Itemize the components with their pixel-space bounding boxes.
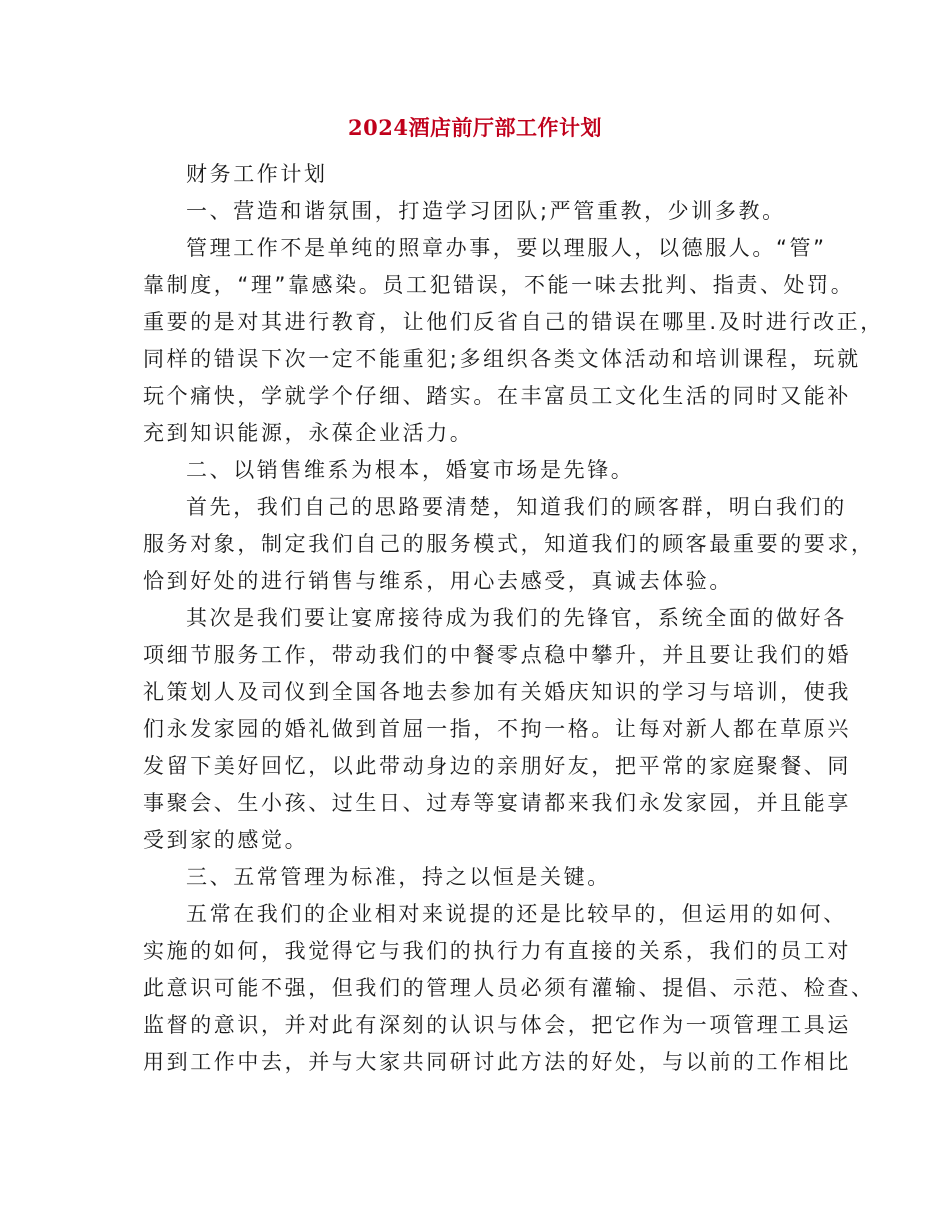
text-line: 受到家的感觉。: [143, 828, 309, 852]
text-line: 靠制度，“理”靠感染。员工犯错误，不能一味去批判、指责、处罚。: [143, 273, 855, 297]
text-line: 一、营造和谐氛围，打造学习团队;严管重教，少训多教。: [186, 199, 786, 223]
text-line: 五常在我们的企业相对来说提的还是比较早的，但运用的如何、: [186, 902, 847, 926]
text-line: 其次是我们要让宴席接待成为我们的先锋官，系统全面的做好各: [186, 606, 847, 630]
text-line: 服务对象，制定我们自己的服务模式，知道我们的顾客最重要的要求，: [143, 532, 875, 556]
text-line: 恰到好处的进行销售与维系，用心去感受，真诚去体验。: [143, 569, 733, 593]
text-line: 们永发家园的婚礼做到首屈一指，不拘一格。让每对新人都在草原兴: [143, 717, 851, 741]
text-line: 玩个痛快，学就学个仔细、踏实。在丰富员工文化生活的同时又能补: [143, 384, 851, 408]
text-line: 管理工作不是单纯的照章办事，要以理服人，以德服人。“管”: [186, 236, 827, 260]
text-line: 首先，我们自己的思路要清楚，知道我们的顾客群，明白我们的: [186, 495, 847, 519]
text-line: 充到知识能源，永葆企业活力。: [143, 421, 474, 445]
text-line: 事聚会、生小孩、过生日、过寿等宴请都来我们永发家园，并且能享: [143, 791, 851, 815]
text-line: 用到工作中去，并与大家共同研讨此方法的好处，与以前的工作相比: [143, 1050, 851, 1074]
text-line: 二、以销售维系为根本，婚宴市场是先锋。: [186, 458, 635, 482]
text-line: 三、五常管理为标准，持之以恒是关键。: [186, 865, 611, 889]
text-line: 重要的是对其进行教育，让他们反省自己的错误在哪里.及时进行改正，: [143, 310, 884, 334]
text-line: 监督的意识，并对此有深刻的认识与体会，把它作为一项管理工具运: [143, 1013, 851, 1037]
text-line: 项细节服务工作，带动我们的中餐零点稳中攀升，并且要让我们的婚: [143, 643, 851, 667]
text-line: 实施的如何，我觉得它与我们的执行力有直接的关系，我们的员工对: [143, 939, 851, 963]
text-line: 同样的错误下次一定不能重犯;多组织各类文体活动和培训课程，玩就: [143, 347, 861, 371]
text-line: 礼策划人及司仪到全国各地去参加有关婚庆知识的学习与培训，使我: [143, 680, 851, 704]
document-title: 2024酒店前厅部工作计划: [348, 115, 602, 140]
text-line: 此意识可能不强，但我们的管理人员必须有灌输、提倡、示范、检查、: [143, 976, 875, 1000]
text-line: 发留下美好回忆，以此带动身边的亲朋好友，把平常的家庭聚餐、同: [143, 754, 851, 778]
text-line: 财务工作计划: [186, 162, 328, 186]
